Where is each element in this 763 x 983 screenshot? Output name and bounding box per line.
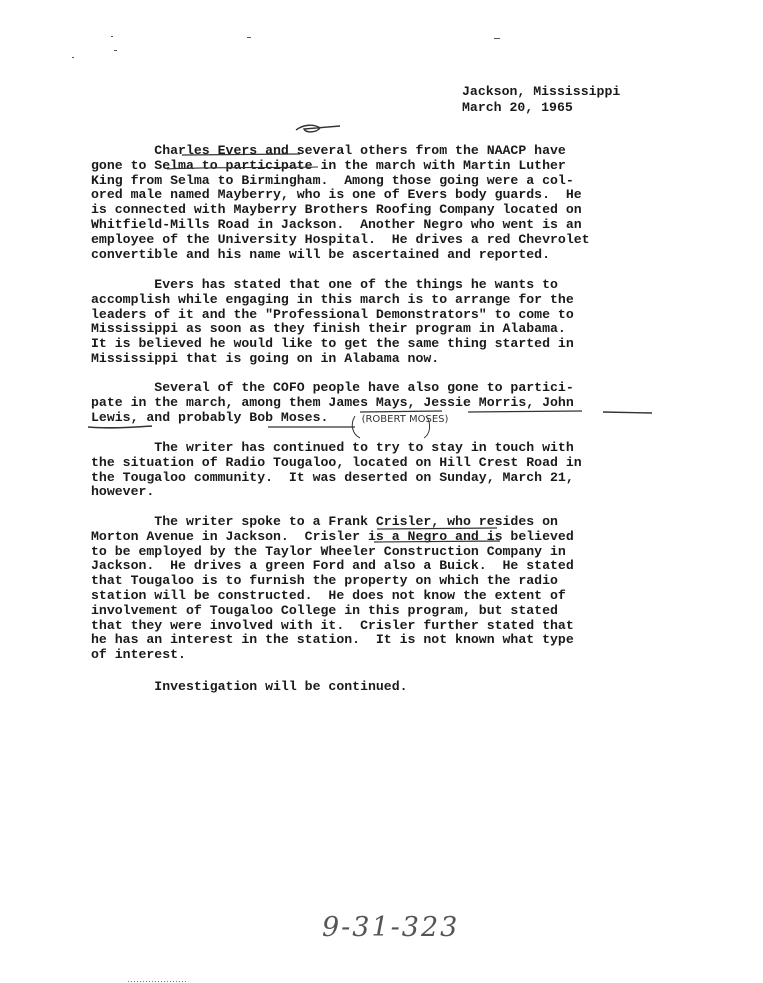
paragraph-1: Charles Evers and several others from the NAACP have gone to Selma to participate in the march with Martin Luther King from Selma to Birmingham. Among those going were a col- ored male named Mayberry, who is one of Evers body guards. He is connected with Mayberry Brothers Roofing Company located on Whitfield-Mills Road in Jackson. Another Negro who went is an employee of the University Hospital. He drives a red Chevrolet convertible and his name will be ascertained and reported. bbox=[91, 143, 590, 262]
paragraph-6: Investigation will be continued. bbox=[91, 679, 408, 694]
header-place: Jackson, Mississippi bbox=[462, 84, 621, 99]
handwritten-annotation: (ROBERT MOSES) bbox=[361, 414, 449, 425]
paragraph-4: The writer has continued to try to stay in touch with the situation of Radio Tougaloo, located on Hill Crest Road in the Tougaloo community. It was deserted on Sunday, March 21, however. bbox=[91, 440, 582, 500]
header-date: March 20, 1965 bbox=[462, 99, 573, 115]
paragraph-5: The writer spoke to a Frank Crisler, who resides on Morton Avenue in Jackson. Crisler is a Negro and is believed to be employed by the Taylor Wheeler Construction Company in Jackson. He drives a green Ford and also a Buick. He stated that Tougaloo is to furnish the property on which the radio station will be constructed. He does not know the extent of involvement of Tougaloo College in this program, but stated that they were involved with it. Crisler further stated that he has an interest in the station. It is not known what type of interest. bbox=[91, 514, 574, 663]
bottom-dotted-mark bbox=[128, 981, 188, 982]
paragraph-3: Several of the COFO people have also gone to partici- pate in the march, among them James Mays, Jessie Morris, John Lewis, and probably Bob Moses. bbox=[91, 380, 574, 425]
paragraph-2: Evers has stated that one of the things he wants to accomplish while engaging in this march is to arrange for the leaders of it and the "Professional Demonstrators" to come to Mississippi as soon as they finish their program in Alabama. It is believed he would like to get the same thing started in Mississippi that is going on in Alabama now. bbox=[91, 277, 574, 366]
handwritten-file-number: 9-31-323 bbox=[322, 912, 460, 943]
